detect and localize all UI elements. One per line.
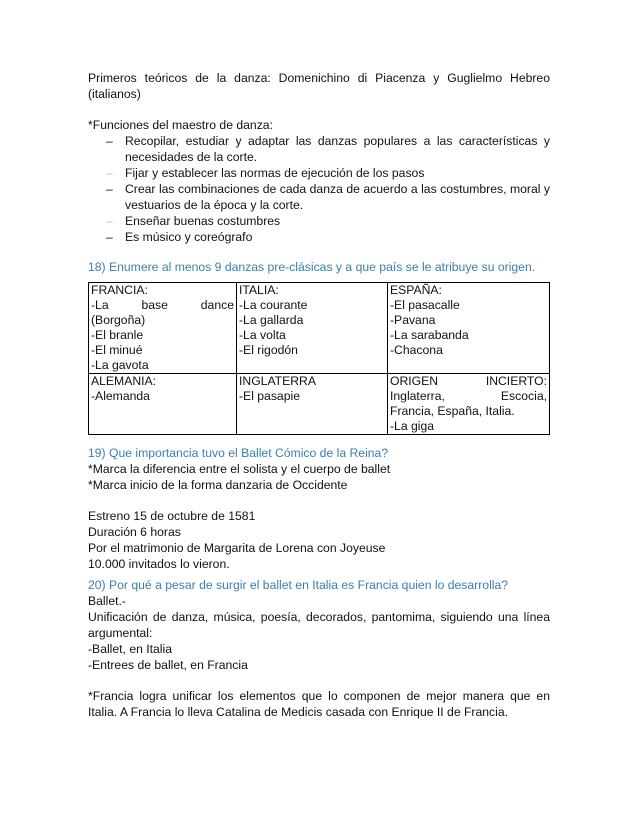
list-item: – Recopilar, estudiar y adaptar las danzas populares a las características y necesidades de la corte. bbox=[106, 134, 550, 164]
list-item: – Es músico y coreógrafo bbox=[106, 230, 253, 244]
q19-detail-3: Por el matrimonio de Margarita de Lorena con Joyeuse bbox=[88, 541, 386, 555]
cell-francia: FRANCIA: -La base dance (Borgoña) -El branle -El minué -La gavota bbox=[89, 283, 237, 374]
q19-detail-4: 10.000 invitados lo vieron. bbox=[88, 557, 230, 571]
functions-list bbox=[88, 133, 550, 245]
cell-espana: ESPAÑA: -El pasacalle -Pavana -La sarabanda -Chacona bbox=[388, 283, 550, 374]
cell-origen-incierto: ORIGEN INCIERTO: Inglaterra, Escocia, Francia, España, Italia. -La giga bbox=[388, 374, 550, 435]
document-page bbox=[88, 70, 550, 720]
q19-answer-2: *Marca inicio de la forma danzaria de Occidente bbox=[88, 478, 348, 492]
cell-alemania: ALEMANIA: -Alemanda bbox=[89, 374, 237, 435]
table-row bbox=[89, 283, 550, 374]
dances-table bbox=[88, 282, 550, 435]
list-item: – Crear las combinaciones de cada danza de acuerdo a las costumbres, moral y vestuarios de la época y la corte. bbox=[106, 182, 550, 212]
question-20: 20) Por qué a pesar de surgir el ballet en Italia es Francia quien lo desarrolla? bbox=[88, 578, 509, 592]
question-18: 18) Enumere al menos 9 danzas pre-clásicas y a que país se le atribuye su origen. bbox=[88, 260, 536, 274]
q20-answer-title: Ballet.- bbox=[88, 594, 126, 608]
cell-inglaterra: INGLATERRA -El pasapie bbox=[237, 374, 388, 435]
q19-detail-2: Duración 6 horas bbox=[88, 525, 181, 539]
q20-answer-text: Unificación de danza, música, poesía, decorados, pantomima, siguiendo una línea argumental: bbox=[88, 610, 550, 640]
list-item: – Fijar y establecer las normas de ejecución de los pasos bbox=[106, 166, 425, 180]
cell-italia: ITALIA: -La courante -La gallarda -La volta -El rigodón bbox=[237, 283, 388, 374]
q19-detail-1: Estreno 15 de octubre de 1581 bbox=[88, 509, 256, 523]
q20-conclusion: *Francia logra unificar los elementos que lo componen de mejor manera que en Italia. A Francia lo lleva Catalina de Medicis casada con Enrique II de Francia. bbox=[88, 689, 550, 719]
q19-answer-1: *Marca la diferencia entre el solista y el cuerpo de ballet bbox=[88, 462, 391, 476]
table-row bbox=[89, 374, 550, 435]
q20-item-1: -Ballet, en Italia bbox=[88, 642, 173, 656]
theorists-paragraph: Primeros teóricos de la danza: Domenichino di Piacenza y Guglielmo Hebreo (italianos) bbox=[88, 71, 550, 101]
q20-item-2: -Entrees de ballet, en Francia bbox=[88, 658, 248, 672]
question-19: 19) Que importancia tuvo el Ballet Cómico de la Reina? bbox=[88, 446, 389, 460]
list-item: – Enseñar buenas costumbres bbox=[106, 214, 281, 228]
functions-title: *Funciones del maestro de danza: bbox=[88, 118, 273, 132]
